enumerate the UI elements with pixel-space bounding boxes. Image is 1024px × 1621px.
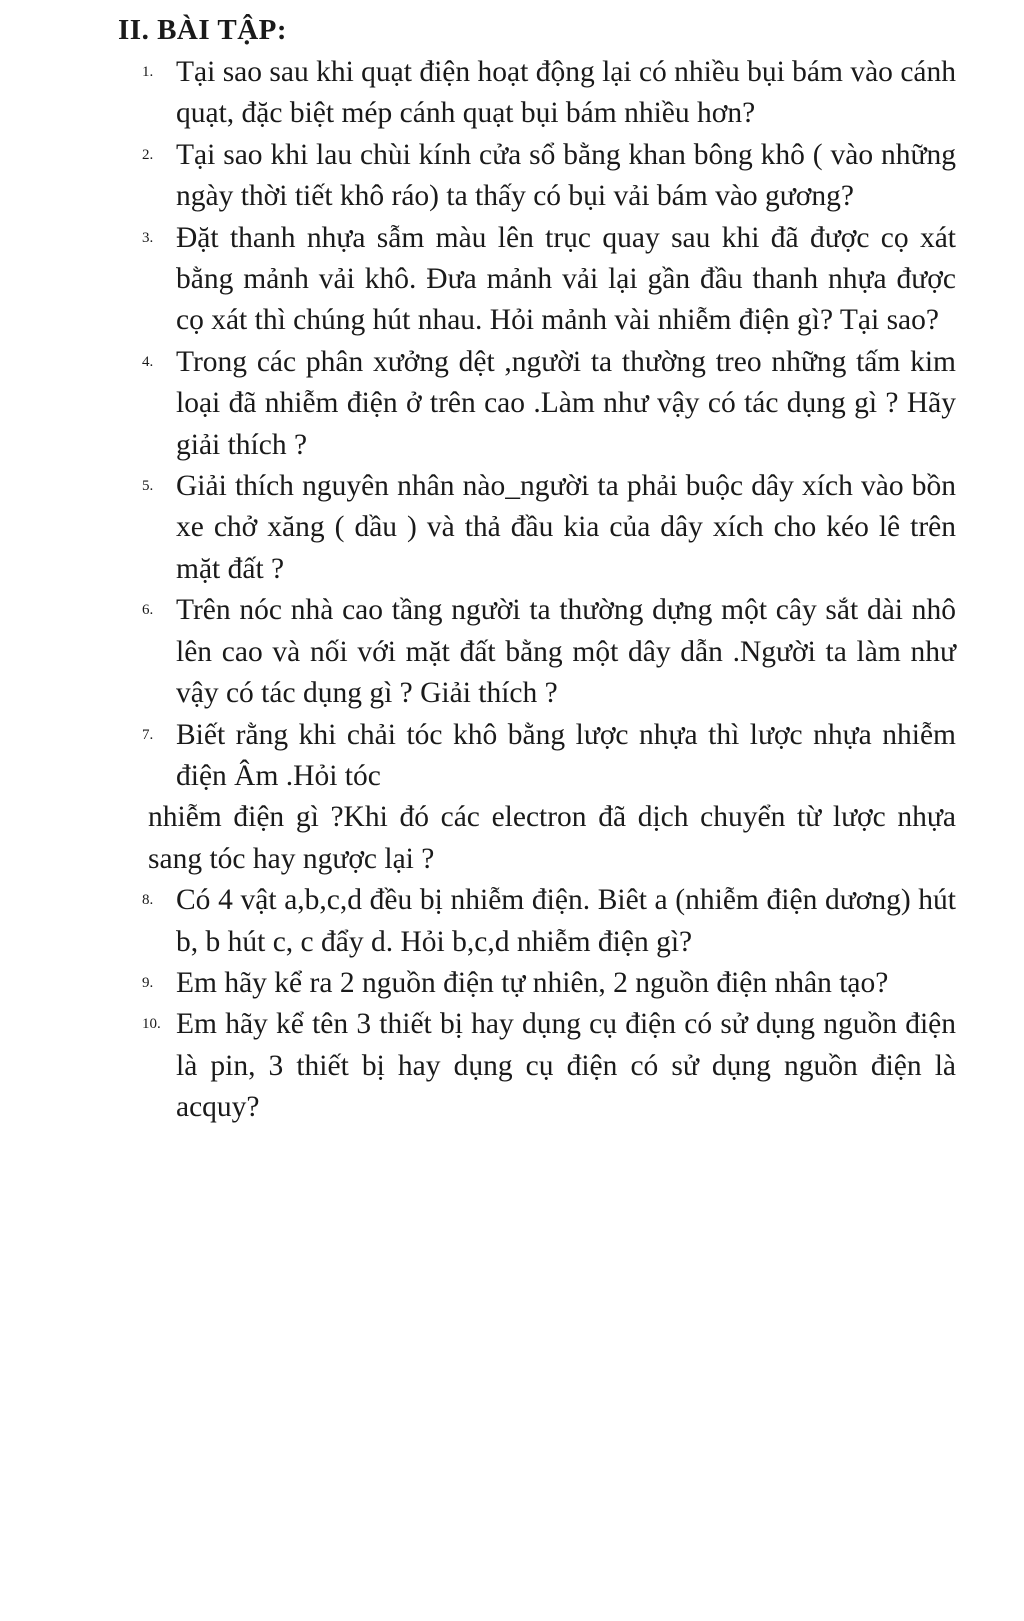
exercise-text: Biết rằng khi chải tóc khô bằng lược nhựa thì lược nhựa nhiễm điện Âm .Hỏi tóc [176, 718, 956, 792]
exercise-number: 5. [142, 478, 154, 495]
exercise-item-6 [142, 590, 956, 714]
exercise-number: 7. [142, 726, 154, 743]
exercise-number: 8. [142, 892, 154, 909]
exercise-number: 9. [142, 974, 154, 991]
exercise-text: Tại sao sau khi quạt điện hoạt động lại có nhiều bụi bám vào cánh quạt, đặc biệt mép cánh quạt bụi bám nhiều hơn? [176, 56, 956, 130]
exercise-item-2 [142, 135, 956, 218]
exercise-number: 6. [142, 602, 154, 619]
exercise-text: Em hãy kể ra 2 nguồn điện tự nhiên, 2 nguồn điện nhân tạo? [176, 966, 889, 999]
exercise-number: 1. [142, 64, 154, 80]
exercise-item-1 [142, 52, 956, 135]
exercise-number: 2. [142, 146, 154, 163]
exercise-number: 3. [142, 229, 154, 246]
exercise-item-8 [142, 880, 956, 963]
exercise-text: Đặt thanh nhựa sẫm màu lên trục quay sau khi đã được cọ xát bằng mảnh vải khô. Đưa mảnh vải lại gần đầu thanh nhựa được cọ xát thì chúng hút nhau. Hỏi mảnh vài nhiễm điện gì? Tại sao? [176, 221, 956, 337]
exercise-text: Em hãy kể tên 3 thiết bị hay dụng cụ điện có sử dụng nguồn điện là pin, 3 thiết bị hay dụng cụ điện có sử dụng nguồn điện là acquy? [176, 1008, 956, 1124]
section-heading: II. BÀI TẬP: [118, 14, 288, 46]
exercise-item-5 [142, 466, 956, 590]
exercise-text: Có 4 vật a,b,c,d đều bị nhiễm điện. Biêt a (nhiễm điện dương) hút b, b hút c, c đẩy d. Hỏi b,c,d nhiễm điện gì? [176, 884, 956, 958]
exercise-item-3 [142, 218, 956, 342]
exercise-item-9 [142, 963, 956, 1004]
exercise-text: Trong các phân xưởng dệt ,người ta thường treo những tấm kim loại đã nhiễm điện ở trên cao .Làm như vậy có tác dụng gì ? Hãy giải thích ? [176, 345, 956, 461]
exercise-number: 4. [142, 353, 154, 370]
exercise-text: Trên nóc nhà cao tầng người ta thường dựng một cây sắt dài nhô lên cao và nối với mặt đất bằng một dây dẫn .Người ta làm như vậy có tác dụng gì ? Giải thích ? [176, 594, 956, 710]
exercise-item-7 [142, 715, 956, 798]
exercise-item-7-continuation: nhiễm điện gì ?Khi đó các electron đã dịch chuyển từ lược nhựa sang tóc hay ngược lại ? [148, 801, 956, 875]
exercise-list [0, 52, 1024, 1129]
exercise-number: 10. [142, 1016, 161, 1033]
exercise-text: Giải thích nguyên nhân nào_người ta phải buộc dây xích vào bồn xe chở xăng ( dầu ) và thả đầu kia của dây xích cho kéo lê trên mặt đất ? [176, 470, 956, 585]
exercise-text: Tại sao khi lau chùi kính cửa sổ bằng khan bông khô ( vào những ngày thời tiết khô ráo) ta thấy có bụi vải bám vào gương? [176, 138, 956, 213]
exercise-item-4 [142, 342, 956, 466]
exercise-item-10 [142, 1004, 956, 1128]
